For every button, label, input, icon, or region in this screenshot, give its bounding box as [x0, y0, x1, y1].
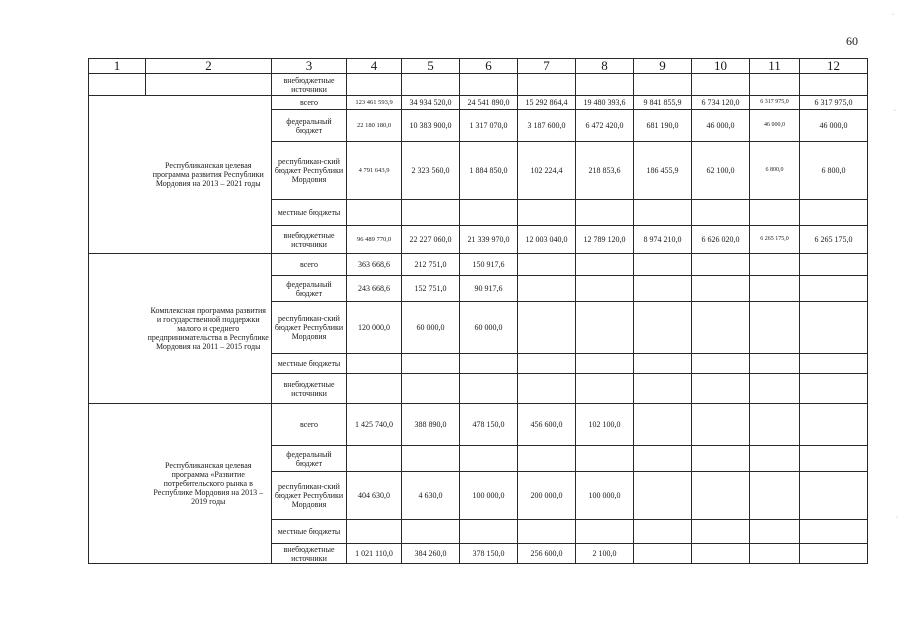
- source-label: внебюджетные источники: [272, 74, 347, 96]
- scan-mark: ·: [896, 515, 898, 521]
- source-label: федеральный бюджет: [272, 276, 347, 302]
- value-cell: [634, 520, 692, 544]
- value-cell: [800, 254, 868, 276]
- program-name: Комплексная программа развития и государственной поддержки малого и среднего предпринимательства в Республике Мордовия на 2011 – 2015 годы: [146, 254, 272, 404]
- table-row: [89, 74, 868, 96]
- value-cell: 384 260,0: [402, 544, 460, 564]
- value-cell: [518, 446, 576, 472]
- value-cell: [634, 276, 692, 302]
- value-cell: [750, 520, 800, 544]
- source-label: местные бюджеты: [272, 520, 347, 544]
- value-cell: 6 317 975,0: [750, 96, 800, 110]
- value-cell: [347, 354, 402, 374]
- value-cell: 388 890,0: [402, 404, 460, 446]
- value-cell: 150 917,6: [460, 254, 518, 276]
- empty-cell: [692, 74, 750, 96]
- empty-cell: [89, 544, 146, 564]
- empty-cell: [89, 226, 146, 254]
- value-cell: 4 630,0: [402, 472, 460, 520]
- value-cell: 8 974 210,0: [634, 226, 692, 254]
- value-cell: [460, 374, 518, 404]
- value-cell: [518, 302, 576, 354]
- value-cell: 218 853,6: [576, 142, 634, 200]
- value-cell: 22 227 060,0: [402, 226, 460, 254]
- empty-cell: [518, 74, 576, 96]
- page-number: 60: [846, 34, 858, 48]
- value-cell: 456 600,0: [518, 404, 576, 446]
- value-cell: [576, 302, 634, 354]
- value-cell: [800, 302, 868, 354]
- value-cell: [460, 520, 518, 544]
- value-cell: [750, 446, 800, 472]
- value-cell: 46 000,0: [692, 110, 750, 142]
- source-label: всего: [272, 254, 347, 276]
- empty-cell: [89, 200, 146, 226]
- value-cell: 6 265 175,0: [800, 226, 868, 254]
- value-cell: 6 265 175,0: [750, 226, 800, 254]
- value-cell: 12 789 120,0: [576, 226, 634, 254]
- value-cell: 2 100,0: [576, 544, 634, 564]
- value-cell: 46 000,0: [800, 110, 868, 142]
- source-label: федеральный бюджет: [272, 446, 347, 472]
- value-cell: [634, 302, 692, 354]
- value-cell: [576, 200, 634, 226]
- value-cell: 1 425 740,0: [347, 404, 402, 446]
- value-cell: [402, 374, 460, 404]
- header-cell: 8: [576, 59, 634, 74]
- value-cell: 100 000,0: [460, 472, 518, 520]
- empty-cell: [460, 74, 518, 96]
- value-cell: [518, 354, 576, 374]
- table-row: [89, 254, 868, 276]
- value-cell: [460, 446, 518, 472]
- value-cell: [800, 354, 868, 374]
- empty-cell: [89, 302, 146, 354]
- value-cell: 3 187 600,0: [518, 110, 576, 142]
- value-cell: [750, 200, 800, 226]
- value-cell: [692, 404, 750, 446]
- value-cell: [750, 354, 800, 374]
- value-cell: 9 841 855,9: [634, 96, 692, 110]
- empty-cell: [576, 74, 634, 96]
- empty-cell: [89, 354, 146, 374]
- value-cell: 12 003 040,0: [518, 226, 576, 254]
- value-cell: [634, 544, 692, 564]
- empty-cell: [89, 96, 146, 110]
- value-cell: 62 100,0: [692, 142, 750, 200]
- empty-cell: [89, 254, 146, 276]
- value-cell: [576, 276, 634, 302]
- value-cell: 152 751,0: [402, 276, 460, 302]
- empty-cell: [800, 74, 868, 96]
- value-cell: [800, 472, 868, 520]
- value-cell: [750, 404, 800, 446]
- value-cell: 2 323 560,0: [402, 142, 460, 200]
- value-cell: 21 339 970,0: [460, 226, 518, 254]
- value-cell: [402, 200, 460, 226]
- value-cell: [800, 544, 868, 564]
- value-cell: [800, 404, 868, 446]
- value-cell: [518, 276, 576, 302]
- header-cell: 5: [402, 59, 460, 74]
- source-label: внебюджетные источники: [272, 374, 347, 404]
- header-cell: 6: [460, 59, 518, 74]
- value-cell: [518, 374, 576, 404]
- empty-cell: [750, 74, 800, 96]
- value-cell: [634, 200, 692, 226]
- value-cell: [634, 446, 692, 472]
- value-cell: 46 000,0: [750, 110, 800, 142]
- value-cell: 681 190,0: [634, 110, 692, 142]
- value-cell: [750, 254, 800, 276]
- value-cell: [518, 254, 576, 276]
- value-cell: [692, 276, 750, 302]
- value-cell: 100 000,0: [576, 472, 634, 520]
- value-cell: 1 021 110,0: [347, 544, 402, 564]
- empty-cell: [89, 446, 146, 472]
- scan-mark: ·: [894, 108, 896, 114]
- value-cell: [692, 302, 750, 354]
- value-cell: [576, 354, 634, 374]
- value-cell: [576, 374, 634, 404]
- value-cell: [750, 276, 800, 302]
- value-cell: [750, 544, 800, 564]
- value-cell: 378 150,0: [460, 544, 518, 564]
- value-cell: [800, 520, 868, 544]
- table-row: [89, 404, 868, 446]
- value-cell: 60 000,0: [402, 302, 460, 354]
- source-label: федеральный бюджет: [272, 110, 347, 142]
- header-row: [89, 59, 868, 74]
- empty-cell: [89, 276, 146, 302]
- value-cell: 10 383 900,0: [402, 110, 460, 142]
- empty-cell: [89, 74, 146, 96]
- value-cell: [750, 472, 800, 520]
- value-cell: [692, 200, 750, 226]
- value-cell: 34 934 520,0: [402, 96, 460, 110]
- value-cell: [402, 520, 460, 544]
- value-cell: 1 884 850,0: [460, 142, 518, 200]
- value-cell: 90 917,6: [460, 276, 518, 302]
- value-cell: [692, 472, 750, 520]
- header-cell: 11: [750, 59, 800, 74]
- value-cell: [460, 200, 518, 226]
- empty-cell: [146, 74, 272, 96]
- value-cell: 123 461 593,9: [347, 96, 402, 110]
- empty-cell: [89, 374, 146, 404]
- header-cell: 1: [89, 59, 146, 74]
- value-cell: 243 668,6: [347, 276, 402, 302]
- budget-table: [88, 58, 868, 564]
- value-cell: 15 292 864,4: [518, 96, 576, 110]
- value-cell: [800, 200, 868, 226]
- value-cell: 24 541 890,0: [460, 96, 518, 110]
- value-cell: [692, 374, 750, 404]
- value-cell: [576, 520, 634, 544]
- header-cell: 12: [800, 59, 868, 74]
- value-cell: 6 472 420,0: [576, 110, 634, 142]
- program-name: Республиканская целевая программа развития Республики Мордовия на 2013 – 2021 годы: [146, 96, 272, 254]
- value-cell: 1 317 070,0: [460, 110, 518, 142]
- empty-cell: [634, 74, 692, 96]
- value-cell: 6 734 120,0: [692, 96, 750, 110]
- value-cell: 186 455,9: [634, 142, 692, 200]
- value-cell: 404 630,0: [347, 472, 402, 520]
- source-label: внебюджетные источники: [272, 226, 347, 254]
- value-cell: [402, 354, 460, 374]
- value-cell: 212 751,0: [402, 254, 460, 276]
- value-cell: [576, 446, 634, 472]
- value-cell: 478 150,0: [460, 404, 518, 446]
- value-cell: [750, 374, 800, 404]
- empty-cell: [89, 110, 146, 142]
- value-cell: 6 317 975,0: [800, 96, 868, 110]
- value-cell: [634, 354, 692, 374]
- value-cell: 6 800,0: [750, 142, 800, 200]
- value-cell: [634, 472, 692, 520]
- value-cell: [576, 254, 634, 276]
- value-cell: [800, 374, 868, 404]
- header-cell: 10: [692, 59, 750, 74]
- value-cell: [800, 276, 868, 302]
- value-cell: 6 626 020,0: [692, 226, 750, 254]
- value-cell: 256 600,0: [518, 544, 576, 564]
- value-cell: [518, 520, 576, 544]
- value-cell: [692, 520, 750, 544]
- scan-mark: ·: [892, 12, 894, 18]
- source-label: всего: [272, 96, 347, 110]
- source-label: всего: [272, 404, 347, 446]
- empty-cell: [89, 472, 146, 520]
- empty-cell: [89, 404, 146, 446]
- source-label: местные бюджеты: [272, 200, 347, 226]
- value-cell: [692, 446, 750, 472]
- source-label: местные бюджеты: [272, 354, 347, 374]
- value-cell: 4 791 643,9: [347, 142, 402, 200]
- value-cell: 102 100,0: [576, 404, 634, 446]
- value-cell: 200 000,0: [518, 472, 576, 520]
- value-cell: [800, 446, 868, 472]
- empty-cell: [347, 74, 402, 96]
- empty-cell: [89, 520, 146, 544]
- value-cell: 363 668,6: [347, 254, 402, 276]
- empty-cell: [402, 74, 460, 96]
- value-cell: [402, 446, 460, 472]
- value-cell: [518, 200, 576, 226]
- header-cell: 9: [634, 59, 692, 74]
- value-cell: [692, 354, 750, 374]
- table-row: [89, 96, 868, 110]
- value-cell: 102 224,4: [518, 142, 576, 200]
- source-label: республикан-ский бюджет Республики Мордовия: [272, 302, 347, 354]
- value-cell: [634, 254, 692, 276]
- header-cell: 7: [518, 59, 576, 74]
- value-cell: [634, 374, 692, 404]
- value-cell: 19 480 393,6: [576, 96, 634, 110]
- value-cell: [347, 446, 402, 472]
- source-label: республикан-ский бюджет Республики Мордовия: [272, 472, 347, 520]
- source-label: внебюджетные источники: [272, 544, 347, 564]
- value-cell: 120 000,0: [347, 302, 402, 354]
- value-cell: [347, 200, 402, 226]
- value-cell: 60 000,0: [460, 302, 518, 354]
- program-name: Республиканская целевая программа «Развитие потребительского рынка в Республике Мордовия на 2013 – 2019 годы: [146, 404, 272, 564]
- value-cell: [634, 404, 692, 446]
- header-cell: 2: [146, 59, 272, 74]
- value-cell: [750, 302, 800, 354]
- header-cell: 4: [347, 59, 402, 74]
- value-cell: 96 489 770,0: [347, 226, 402, 254]
- value-cell: [347, 520, 402, 544]
- source-label: республикан-ский бюджет Республики Мордовия: [272, 142, 347, 200]
- header-cell: 3: [272, 59, 347, 74]
- value-cell: [692, 254, 750, 276]
- value-cell: [347, 374, 402, 404]
- value-cell: [692, 544, 750, 564]
- empty-cell: [89, 142, 146, 200]
- value-cell: [460, 354, 518, 374]
- value-cell: 6 800,0: [800, 142, 868, 200]
- value-cell: 22 180 180,0: [347, 110, 402, 142]
